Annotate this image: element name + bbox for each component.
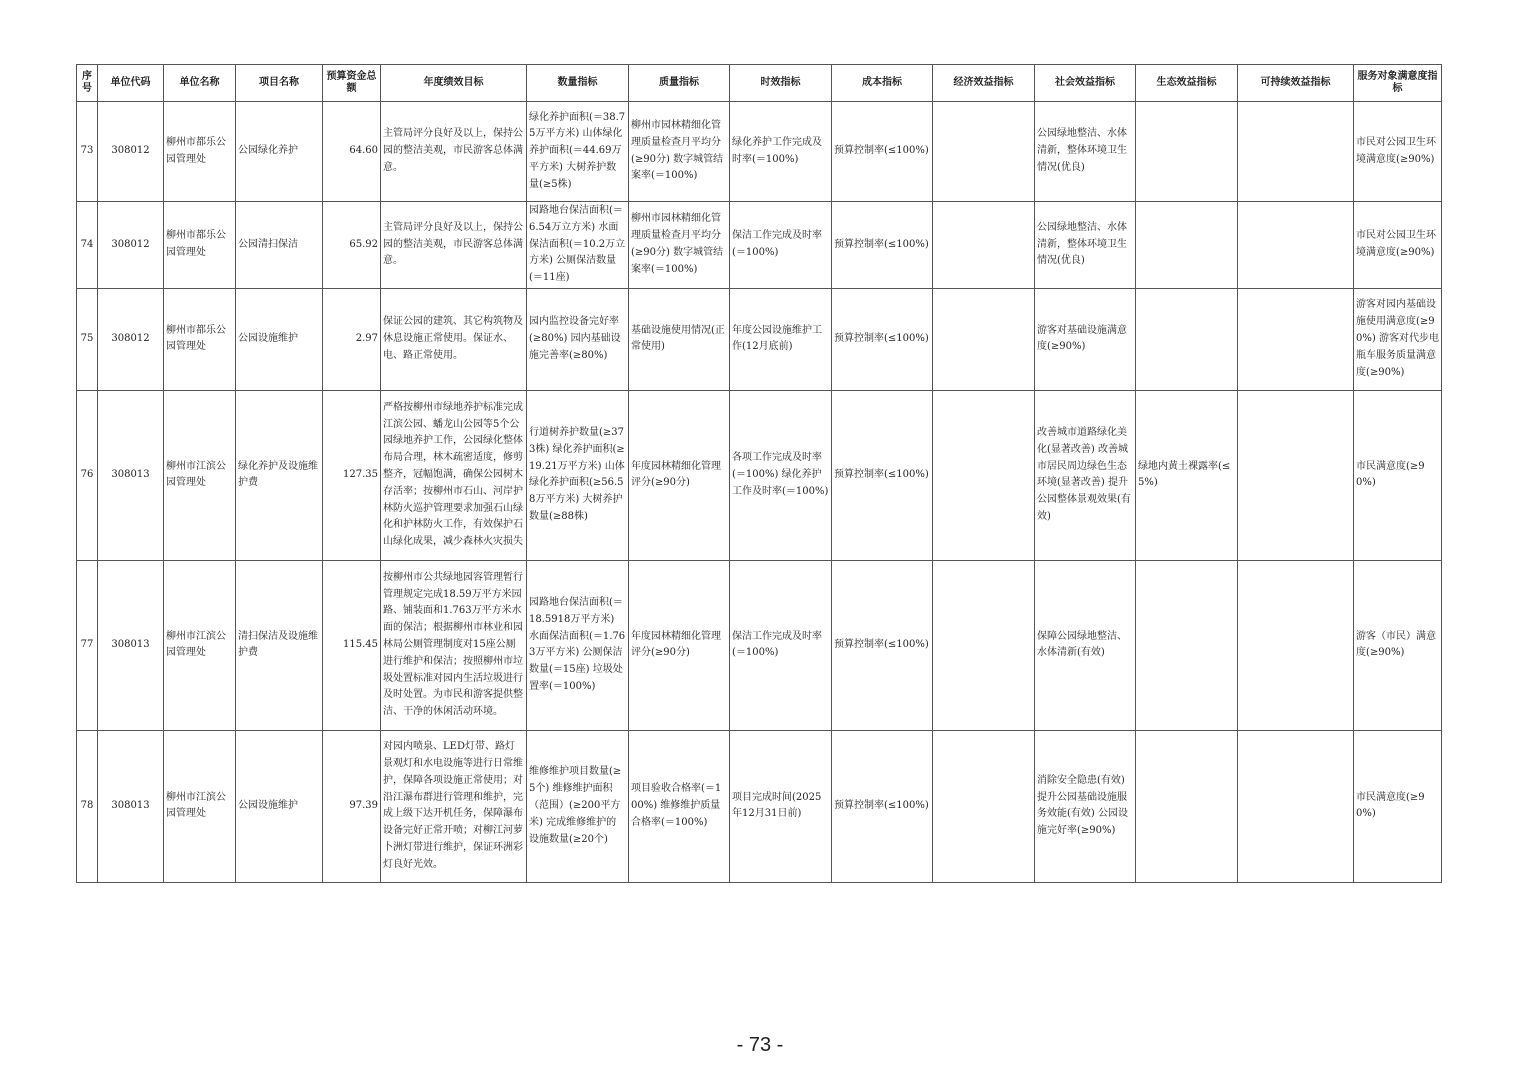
header-cell: 数量指标 [527,65,629,102]
header-cell: 单位名称 [164,65,236,102]
goal-cell: 主管局评分良好及以上，保持公园的整洁美观，市民游客总体满意。 [381,202,527,289]
quantity-cell: 绿化养护面积(＝38.75万平方米) 山体绿化养护面积(＝44.69万平方米) 大树养护数量(≥5株) [527,102,629,202]
quality-cell: 年度园林精细化管理评分(≥90分) [629,560,730,730]
sustainable-cell [1238,390,1354,560]
satisfaction-cell: 市民满意度(≥90%) [1354,390,1442,560]
header-cell: 成本指标 [832,65,933,102]
seq-cell: 75 [77,288,98,390]
header-cell: 单位代码 [98,65,164,102]
satisfaction-cell: 市民对公园卫生环境满意度(≥90%) [1354,202,1442,289]
unit-name-cell: 柳州市江滨公园管理处 [164,730,236,882]
header-cell: 时效指标 [730,65,832,102]
cost-cell: 预算控制率(≤100%) [832,202,933,289]
sustainable-cell [1238,202,1354,289]
quality-cell: 项目验收合格率(＝100%) 维修维护质量合格率(＝100%) [629,730,730,882]
social-cell: 保障公园绿地整洁、水体清新(有效) [1035,560,1136,730]
social-cell: 游客对基础设施满意度(≥90%) [1035,288,1136,390]
header-row [77,65,1442,102]
ecological-cell: 绿地内黄土裸露率(≤5%) [1136,390,1238,560]
project-name-cell: 清扫保洁及设施维护费 [236,560,323,730]
economic-cell [933,560,1035,730]
cost-cell: 预算控制率(≤100%) [832,730,933,882]
budget-cell: 65.92 [323,202,381,289]
cost-cell: 预算控制率(≤100%) [832,102,933,202]
unit-code-cell: 308012 [98,102,164,202]
satisfaction-cell: 市民满意度(≥90%) [1354,730,1442,882]
table-row [77,390,1442,560]
seq-cell: 74 [77,202,98,289]
budget-cell: 2.97 [323,288,381,390]
budget-cell: 127.35 [323,390,381,560]
seq-cell: 77 [77,560,98,730]
timeliness-cell: 年度公园设施维护工作(12月底前) [730,288,832,390]
seq-cell: 73 [77,102,98,202]
unit-code-cell: 308013 [98,390,164,560]
satisfaction-cell: 市民对公园卫生环境满意度(≥90%) [1354,102,1442,202]
ecological-cell [1136,202,1238,289]
quality-cell: 年度园林精细化管理评分(≥90分) [629,390,730,560]
economic-cell [933,390,1035,560]
unit-name-cell: 柳州市江滨公园管理处 [164,560,236,730]
ecological-cell [1136,560,1238,730]
timeliness-cell: 绿化养护工作完成及时率(＝100%) [730,102,832,202]
quantity-cell: 行道树养护数量(≥373株) 绿化养护面积(≥19.21万平方米) 山体绿化养护面积(≥56.58万平方米) 大树养护数量(≥88株) [527,390,629,560]
header-cell: 社会效益指标 [1035,65,1136,102]
goal-cell: 按柳州市公共绿地园容管理暂行管理规定完成18.59万平方米园路、铺装面和1.763万平方米水面的保洁；根据柳州市林业和园林局公厕管理制度对15座公厕进行维护和保洁；按照柳州市垃圾处置标准对园内生活垃圾进行及时处置。为市民和游客提供整洁、干净的休闲活动环境。 [381,560,527,730]
sustainable-cell [1238,730,1354,882]
cost-cell: 预算控制率(≤100%) [832,390,933,560]
ecological-cell [1136,730,1238,882]
quantity-cell: 园路地台保洁面积(＝18.5918万平方米) 水面保洁面积(＝1.763万平方米) 公厕保洁数量(＝15座) 垃圾处置率(＝100%) [527,560,629,730]
project-name-cell: 公园清扫保洁 [236,202,323,289]
sustainable-cell [1238,560,1354,730]
page-number: - 73 - [736,1034,784,1056]
cost-cell: 预算控制率(≤100%) [832,560,933,730]
quality-cell: 基础设施使用情况(正常使用) [629,288,730,390]
budget-cell: 97.39 [323,730,381,882]
unit-name-cell: 柳州市都乐公园管理处 [164,288,236,390]
timeliness-cell: 项目完成时间(2025年12月31日前) [730,730,832,882]
unit-name-cell: 柳州市江滨公园管理处 [164,390,236,560]
header-cell: 可持续效益指标 [1238,65,1354,102]
table-row [77,102,1442,202]
sustainable-cell [1238,102,1354,202]
timeliness-cell: 保洁工作完成及时率(＝100%) [730,202,832,289]
social-cell: 消除安全隐患(有效) 提升公园基础设施服务效能(有效) 公园设施完好率(≥90%) [1035,730,1136,882]
economic-cell [933,202,1035,289]
unit-name-cell: 柳州市都乐公园管理处 [164,102,236,202]
ecological-cell [1136,102,1238,202]
ecological-cell [1136,288,1238,390]
goal-cell: 严格按柳州市绿地养护标准完成江滨公园、蟠龙山公园等5个公园绿地养护工作，公园绿化整体布局合理，林木疏密适度，修剪整齐，冠幅饱满，确保公园树木存活率；按柳州市石山、河岸护林防火巡护管理要求加强石山绿化和护林防火工作，有效保护石山绿化成果，减少森林火灾损失 [381,390,527,560]
sustainable-cell [1238,288,1354,390]
unit-code-cell: 308013 [98,560,164,730]
quantity-cell: 维修维护项目数量(≥5个) 维修维护面积（范围）(≥200平方米) 完成维修维护的设施数量(≥20个) [527,730,629,882]
header-cell: 年度绩效目标 [381,65,527,102]
table-row [77,288,1442,390]
budget-cell: 115.45 [323,560,381,730]
satisfaction-cell: 游客对园内基础设施使用满意度(≥90%) 游客对代步电瓶车服务质量满意度(≥90%) [1354,288,1442,390]
budget-cell: 64.60 [323,102,381,202]
header-cell: 服务对象满意度指标 [1354,65,1442,102]
goal-cell: 保证公园的建筑、其它构筑物及休息设施正常使用。保证水、电、路正常使用。 [381,288,527,390]
quantity-cell: 园路地台保洁面积(＝6.54万立方米) 水面保洁面积(＝10.2万立方米) 公厕保洁数量(＝11座) [527,202,629,289]
header-cell: 序号 [77,65,98,102]
table-row [77,560,1442,730]
social-cell: 公园绿地整洁、水体清新，整体环境卫生情况(优良) [1035,102,1136,202]
economic-cell [933,288,1035,390]
social-cell: 改善城市道路绿化美化(显著改善) 改善城市居民周边绿色生态环境(显著改善) 提升公园整体景观效果(有效) [1035,390,1136,560]
timeliness-cell: 各项工作完成及时率(＝100%) 绿化养护工作及时率(＝100%) [730,390,832,560]
goal-cell: 对园内喷泉、LED灯带、路灯景观灯和水电设施等进行日常维护，保障各项设施正常使用；对沿江瀑布群进行管理和维护，完成上级下达开机任务，保障瀑布设备完好正常开喷；对柳江河萝卜洲灯带进行维护，保证环洲彩灯良好光效。 [381,730,527,882]
table-row [77,202,1442,289]
seq-cell: 78 [77,730,98,882]
header-cell: 经济效益指标 [933,65,1035,102]
unit-name-cell: 柳州市都乐公园管理处 [164,202,236,289]
header-cell: 生态效益指标 [1136,65,1238,102]
cost-cell: 预算控制率(≤100%) [832,288,933,390]
project-name-cell: 公园绿化养护 [236,102,323,202]
table-row [77,730,1442,882]
seq-cell: 76 [77,390,98,560]
social-cell: 公园绿地整洁、水体清新，整体环境卫生情况(优良) [1035,202,1136,289]
goal-cell: 主管局评分良好及以上，保持公园的整洁美观，市民游客总体满意。 [381,102,527,202]
header-cell: 质量指标 [629,65,730,102]
project-name-cell: 公园设施维护 [236,730,323,882]
timeliness-cell: 保洁工作完成及时率(＝100%) [730,560,832,730]
unit-code-cell: 308012 [98,288,164,390]
economic-cell [933,102,1035,202]
unit-code-cell: 308012 [98,202,164,289]
quality-cell: 柳州市园林精细化管理质量检查月平均分(≥90分) 数字城管结案率(＝100%) [629,102,730,202]
economic-cell [933,730,1035,882]
performance-table [76,64,1442,883]
header-cell: 预算资金总额 [323,65,381,102]
project-name-cell: 公园设施维护 [236,288,323,390]
quantity-cell: 园内监控设备完好率(≥80%) 园内基础设施完善率(≥80%) [527,288,629,390]
header-cell: 项目名称 [236,65,323,102]
unit-code-cell: 308013 [98,730,164,882]
quality-cell: 柳州市园林精细化管理质量检查月平均分(≥90分) 数字城管结案率(＝100%) [629,202,730,289]
satisfaction-cell: 游客（市民）满意度(≥90%) [1354,560,1442,730]
project-name-cell: 绿化养护及设施维护费 [236,390,323,560]
